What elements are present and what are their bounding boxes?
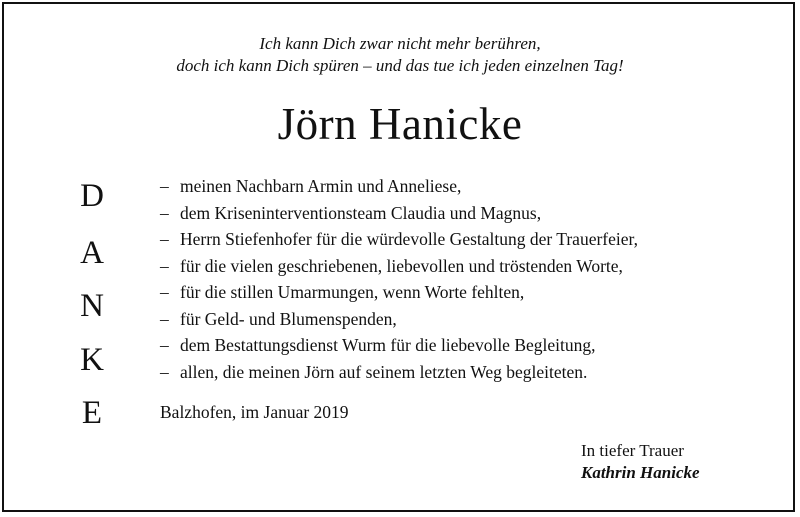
thanks-item xyxy=(160,359,638,386)
thanks-item-text: für die vielen geschriebenen, liebevollen und tröstenden Worte, xyxy=(180,255,623,276)
thanks-item xyxy=(160,332,638,359)
thanks-item xyxy=(160,279,638,306)
quote-line-1: Ich kann Dich zwar nicht mehr berühren, xyxy=(259,34,541,53)
thanks-item xyxy=(160,306,638,333)
dash-mark: – xyxy=(160,361,169,382)
dash-mark: – xyxy=(160,335,169,355)
danke-letter-d: D xyxy=(80,178,104,214)
thanks-item xyxy=(160,226,638,253)
dash-mark: – xyxy=(160,308,169,329)
thanks-item-text: Herrn Stiefenhofer für die würdevolle Gestaltung der Trauerfeier, xyxy=(180,229,639,249)
deceased-name: Jörn Hanicke xyxy=(277,99,523,149)
thanks-item-text: allen, die meinen Jörn auf seinem letzten Weg begleiteten. xyxy=(180,361,588,382)
thanks-item-text: für Geld- und Blumenspenden, xyxy=(180,308,397,329)
thanks-item-text: meinen Nachbarn Armin und Anneliese, xyxy=(180,176,462,196)
mourning-label: In tiefer Trauer xyxy=(581,441,684,460)
dash-mark: – xyxy=(160,176,169,196)
quote-line-2: doch ich kann Dich spüren – und das tue ich jeden einzelnen Tag! xyxy=(176,56,624,75)
thanks-item xyxy=(160,253,638,280)
dash-mark: – xyxy=(160,282,169,302)
dash-mark: – xyxy=(160,229,169,249)
signatory-name: Kathrin Hanicke xyxy=(581,463,700,482)
danke-letter-e: E xyxy=(81,395,103,431)
danke-letter-n: N xyxy=(80,288,104,324)
dash-mark: – xyxy=(160,255,169,276)
place-and-date: Balzhofen, im Januar 2019 xyxy=(160,402,349,422)
danke-letter-k: K xyxy=(80,342,104,378)
thanks-list xyxy=(160,173,638,385)
dash-mark: – xyxy=(160,202,169,223)
thanks-item-text: dem Bestattungsdienst Wurm für die liebevolle Begleitung, xyxy=(180,335,596,355)
thanks-item-text: dem Kriseninterventionsteam Claudia und Magnus, xyxy=(180,202,542,223)
danke-letter-a: A xyxy=(80,235,104,271)
thanks-item xyxy=(160,173,638,200)
thanks-item xyxy=(160,200,638,227)
thanks-item-text: für die stillen Umarmungen, wenn Worte fehlten, xyxy=(180,282,525,302)
